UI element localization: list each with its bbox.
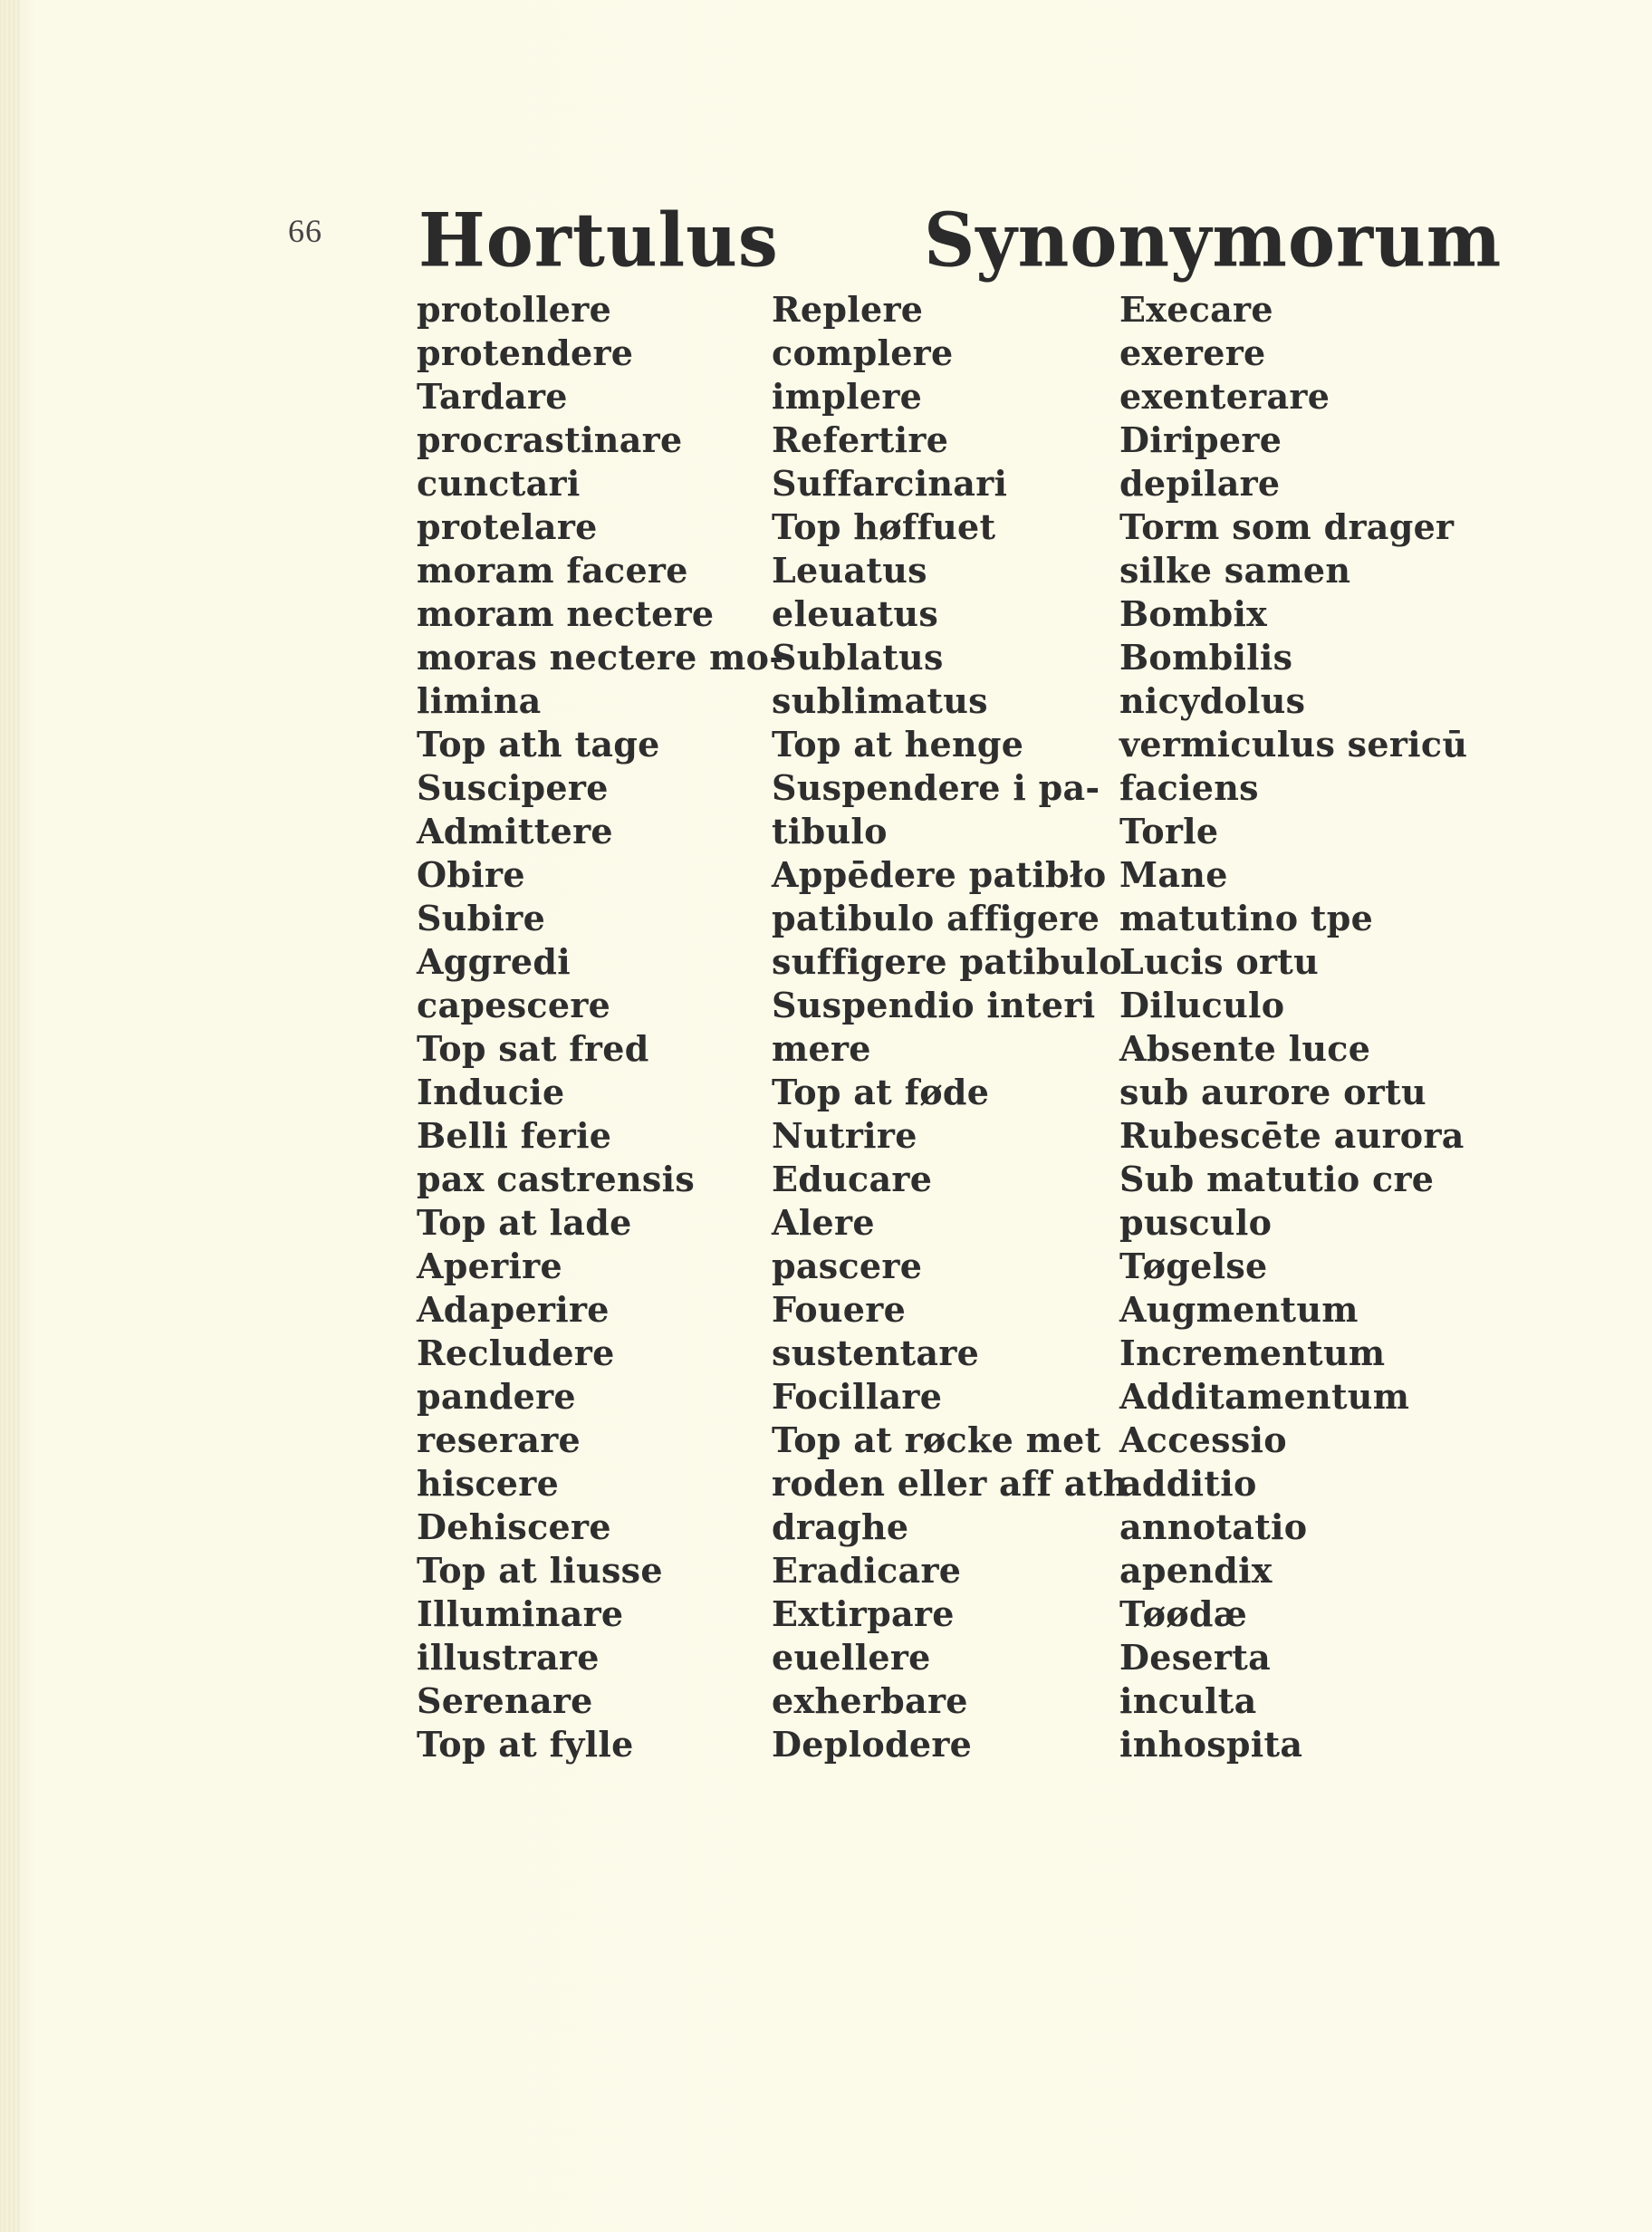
synonym-entry: reserare: [417, 1419, 581, 1460]
synonym-entry: Admittere: [417, 811, 613, 851]
synonym-entry: Suscipere: [417, 767, 609, 808]
synonym-entry: sustentare: [772, 1332, 980, 1373]
synonym-entry: Lucis ortu: [1119, 941, 1320, 982]
synonym-entry: Deserta: [1119, 1637, 1271, 1678]
synonym-entry: Focillare: [772, 1376, 943, 1417]
synonym-entry: Refertire: [772, 419, 949, 460]
synonym-entry: Suspendio interi: [772, 985, 1096, 1025]
synonym-entry: Subire: [417, 898, 546, 938]
synonym-entry: inculta: [1119, 1680, 1257, 1721]
synonym-entry: silke samen: [1119, 550, 1351, 591]
synonym-entry: Rubescēte aurora: [1119, 1115, 1465, 1156]
synonym-entry: Tøgelse: [1119, 1246, 1268, 1286]
synonym-entry: sub aurore ortu: [1119, 1072, 1426, 1112]
synonym-entry: Alere: [772, 1202, 875, 1243]
synonym-entry: Mane: [1119, 854, 1228, 895]
synonym-entry: Torm som drager: [1119, 506, 1455, 547]
synonym-entry: Incrementum: [1119, 1332, 1386, 1373]
synonym-entry: matutino tpe: [1119, 898, 1374, 938]
synonym-entry: Top at fylle: [417, 1724, 634, 1765]
synonym-entry: moram nectere: [417, 593, 715, 634]
synonym-entry: pax castrensis: [417, 1159, 696, 1199]
synonym-entry: Augmentum: [1119, 1289, 1359, 1330]
synonym-entry: pascere: [772, 1246, 923, 1286]
synonym-entry: Inducie: [417, 1072, 565, 1112]
synonym-entry: procrastinare: [417, 419, 683, 460]
synonym-entry: implere: [772, 376, 923, 417]
page-number: 66: [288, 213, 322, 249]
synonym-entry: Top at lade: [417, 1202, 632, 1243]
running-title-right: Synonymorum: [924, 197, 1503, 284]
synonym-entry: illustrare: [417, 1637, 600, 1678]
synonym-entry: vermiculus sericū: [1119, 724, 1468, 765]
synonym-entry: Replere: [772, 289, 924, 330]
synonym-entry: eleuatus: [772, 593, 939, 634]
synonym-entry: sublimatus: [772, 680, 988, 721]
synonym-entry: Illuminare: [417, 1593, 624, 1634]
synonym-entry: Tardare: [417, 376, 568, 417]
synonym-entry: capescere: [417, 985, 611, 1025]
synonym-entry: nicydolus: [1119, 680, 1306, 721]
synonym-entry: Execare: [1119, 289, 1273, 330]
synonym-entry: Absente luce: [1119, 1028, 1371, 1069]
synonym-entry: exherbare: [772, 1680, 968, 1721]
synonym-entry: Bombilis: [1119, 637, 1293, 678]
page-edge: [0, 0, 20, 2232]
synonym-entry: Serenare: [417, 1680, 593, 1721]
synonym-entry: roden eller aff ath: [772, 1463, 1129, 1504]
synonym-entry: complere: [772, 332, 954, 373]
synonym-entry: protelare: [417, 506, 598, 547]
synonym-entry: Torle: [1119, 811, 1219, 851]
synonym-entry: Obire: [417, 854, 525, 895]
synonym-entry: faciens: [1119, 767, 1259, 808]
synonym-entry: Appēdere patibło: [772, 854, 1107, 895]
synonym-entry: moras nectere mo-: [417, 637, 784, 678]
synonym-entry: Top at føde: [772, 1072, 990, 1112]
synonym-entry: hiscere: [417, 1463, 560, 1504]
synonym-entry: Recludere: [417, 1332, 615, 1373]
synonym-entry: Accessio: [1119, 1419, 1287, 1460]
synonym-entry: Leuatus: [772, 550, 927, 591]
synonym-entry: Suspendere i pa-: [772, 767, 1100, 808]
synonym-column-3: [1119, 288, 1467, 1766]
synonym-entry: Tøødæ: [1119, 1593, 1248, 1634]
synonym-column-2: [772, 288, 1129, 1766]
synonym-entry: Sublatus: [772, 637, 944, 678]
synonym-entry: patibulo affigere: [772, 898, 1100, 938]
synonym-entry: Belli ferie: [417, 1115, 612, 1156]
synonym-entry: Aperire: [417, 1246, 562, 1286]
synonym-entry: Eradicare: [772, 1550, 962, 1591]
synonym-entry: Diluculo: [1119, 985, 1285, 1025]
synonym-entry: depilare: [1119, 463, 1281, 504]
synonym-entry: Top høffuet: [772, 506, 996, 547]
synonym-entry: mere: [772, 1028, 871, 1069]
synonym-entry: apendix: [1119, 1550, 1273, 1591]
synonym-entry: protollere: [417, 289, 612, 330]
synonym-entry: protendere: [417, 332, 634, 373]
synonym-entry: draghe: [772, 1506, 909, 1547]
synonym-entry: Deplodere: [772, 1724, 973, 1765]
synonym-entry: Educare: [772, 1159, 933, 1199]
synonym-entry: Bombix: [1119, 593, 1268, 634]
synonym-entry: Top sat fred: [417, 1028, 649, 1069]
synonym-entry: limina: [417, 680, 542, 721]
synonym-entry: moram facere: [417, 550, 688, 591]
synonym-entry: additio: [1119, 1463, 1257, 1504]
synonym-entry: euellere: [772, 1637, 931, 1678]
synonym-entry: Fouere: [772, 1289, 907, 1330]
synonym-entry: Top ath tage: [417, 724, 660, 765]
synonym-entry: Diripere: [1119, 419, 1282, 460]
synonym-entry: pusculo: [1119, 1202, 1273, 1243]
synonym-entry: Top at røcke met: [772, 1419, 1101, 1460]
synonym-entry: cunctari: [417, 463, 581, 504]
synonym-entry: Dehiscere: [417, 1506, 611, 1547]
synonym-entry: pandere: [417, 1376, 576, 1417]
synonym-entry: Sub matutio cre: [1119, 1159, 1435, 1199]
synonym-entry: Adaperire: [417, 1289, 610, 1330]
synonym-entry: Extirpare: [772, 1593, 955, 1634]
synonym-entry: tibulo: [772, 811, 888, 851]
synonym-entry: Top at henge: [772, 724, 1024, 765]
synonym-entry: exerere: [1119, 332, 1266, 373]
synonym-entry: Suffarcinari: [772, 463, 1008, 504]
synonym-entry: Additamentum: [1119, 1376, 1410, 1417]
synonym-entry: suffigere patibulo: [772, 941, 1122, 982]
synonym-entry: Aggredi: [417, 941, 571, 982]
synonym-entry: Top at liusse: [417, 1550, 663, 1591]
synonym-entry: inhospita: [1119, 1724, 1303, 1765]
synonym-entry: Nutrire: [772, 1115, 917, 1156]
running-title-left: Hortulus: [418, 197, 779, 284]
synonym-entry: exenterare: [1119, 376, 1330, 417]
synonym-column-1: [417, 288, 783, 1766]
synonym-entry: annotatio: [1119, 1506, 1308, 1547]
